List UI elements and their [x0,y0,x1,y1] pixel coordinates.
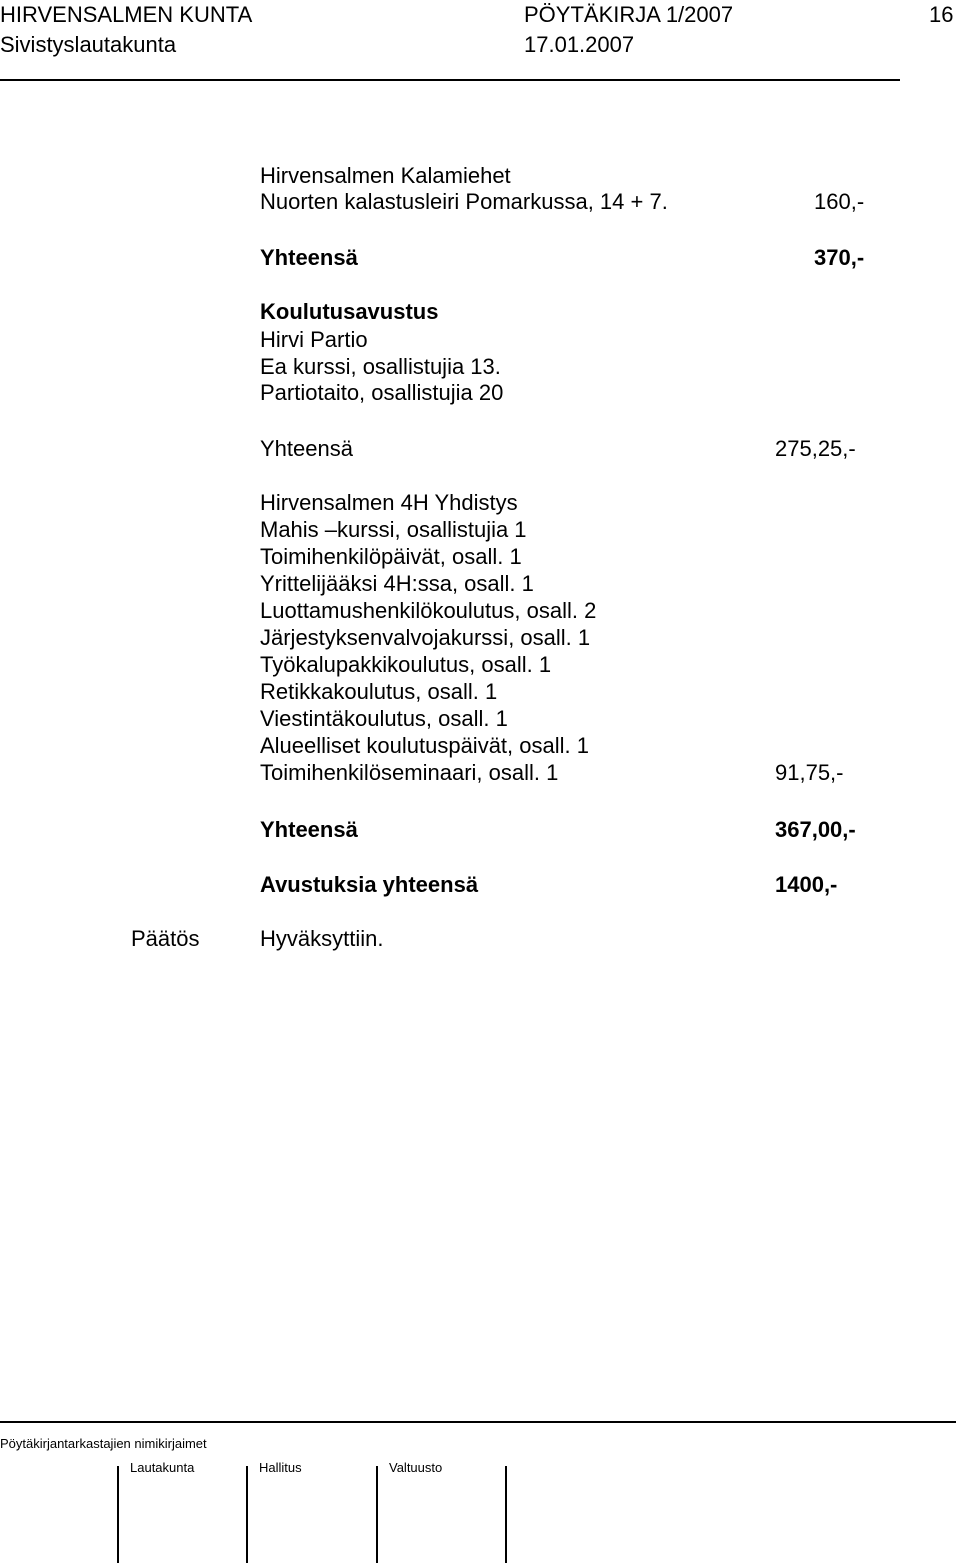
line-text: Partiotaito, osallistujia 20 [260,380,504,405]
line-text: Toimihenkilöseminaari, osall. 1 [260,760,559,785]
grand-total-amount: 1400,- [775,872,838,897]
line-text: Hirvensalmen Kalamiehet [260,163,511,188]
subtotal-label: Yhteensä [260,817,358,842]
line-text: Mahis –kurssi, osallistujia 1 [260,517,527,542]
line-text: Hirvensalmen 4H Yhdistys [260,490,518,515]
grand-total-label: Avustuksia yhteensä [260,872,479,897]
line-text: Viestintäkoulutus, osall. 1 [260,706,508,731]
header-rule [0,79,900,81]
section-heading: Koulutusavustus [260,299,439,324]
decision-label: Päätös [131,926,200,951]
decision-text: Hyväksyttiin. [260,926,384,951]
document-title: PÖYTÄKIRJA 1/2007 [524,2,734,27]
signature-column-valtuusto: Valtuusto [389,1460,443,1475]
subtotal-label: Yhteensä [260,245,358,270]
signatures-label: Pöytäkirjantarkastajien nimikirjaimet [0,1436,207,1451]
signature-divider [376,1466,378,1563]
page-number: 16 [929,2,954,27]
document-date: 17.01.2007 [524,32,635,57]
line-text: Yrittelijääksi 4H:ssa, osall. 1 [260,571,534,596]
line-text: Ea kurssi, osallistujia 13. [260,354,501,379]
line-amount: 91,75,- [775,760,844,785]
line-text: Alueelliset koulutuspäivät, osall. 1 [260,733,589,758]
line-text: Työkalupakkikoulutus, osall. 1 [260,652,552,677]
subtotal-label: Yhteensä [260,436,353,461]
line-text: Nuorten kalastusleiri Pomarkussa, 14 + 7. [260,189,668,214]
signature-column-hallitus: Hallitus [259,1460,302,1475]
signature-divider [117,1466,119,1563]
line-text: Luottamushenkilökoulutus, osall. 2 [260,598,597,623]
footer-rule [0,1421,956,1423]
line-text: Hirvi Partio [260,327,368,352]
subtotal-amount: 367,00,- [775,817,856,842]
line-text: Toimihenkilöpäivät, osall. 1 [260,544,522,569]
line-amount: 160,- [814,189,865,214]
line-text: Järjestyksenvalvojakurssi, osall. 1 [260,625,591,650]
line-text: Retikkakoulutus, osall. 1 [260,679,498,704]
subtotal-amount: 275,25,- [775,436,856,461]
signature-divider [246,1466,248,1563]
subtotal-amount: 370,- [814,245,865,270]
signature-column-lautakunta: Lautakunta [130,1460,195,1475]
municipality-name: HIRVENSALMEN KUNTA [0,2,253,27]
committee-name: Sivistyslautakunta [0,32,177,57]
signature-divider [505,1466,507,1563]
